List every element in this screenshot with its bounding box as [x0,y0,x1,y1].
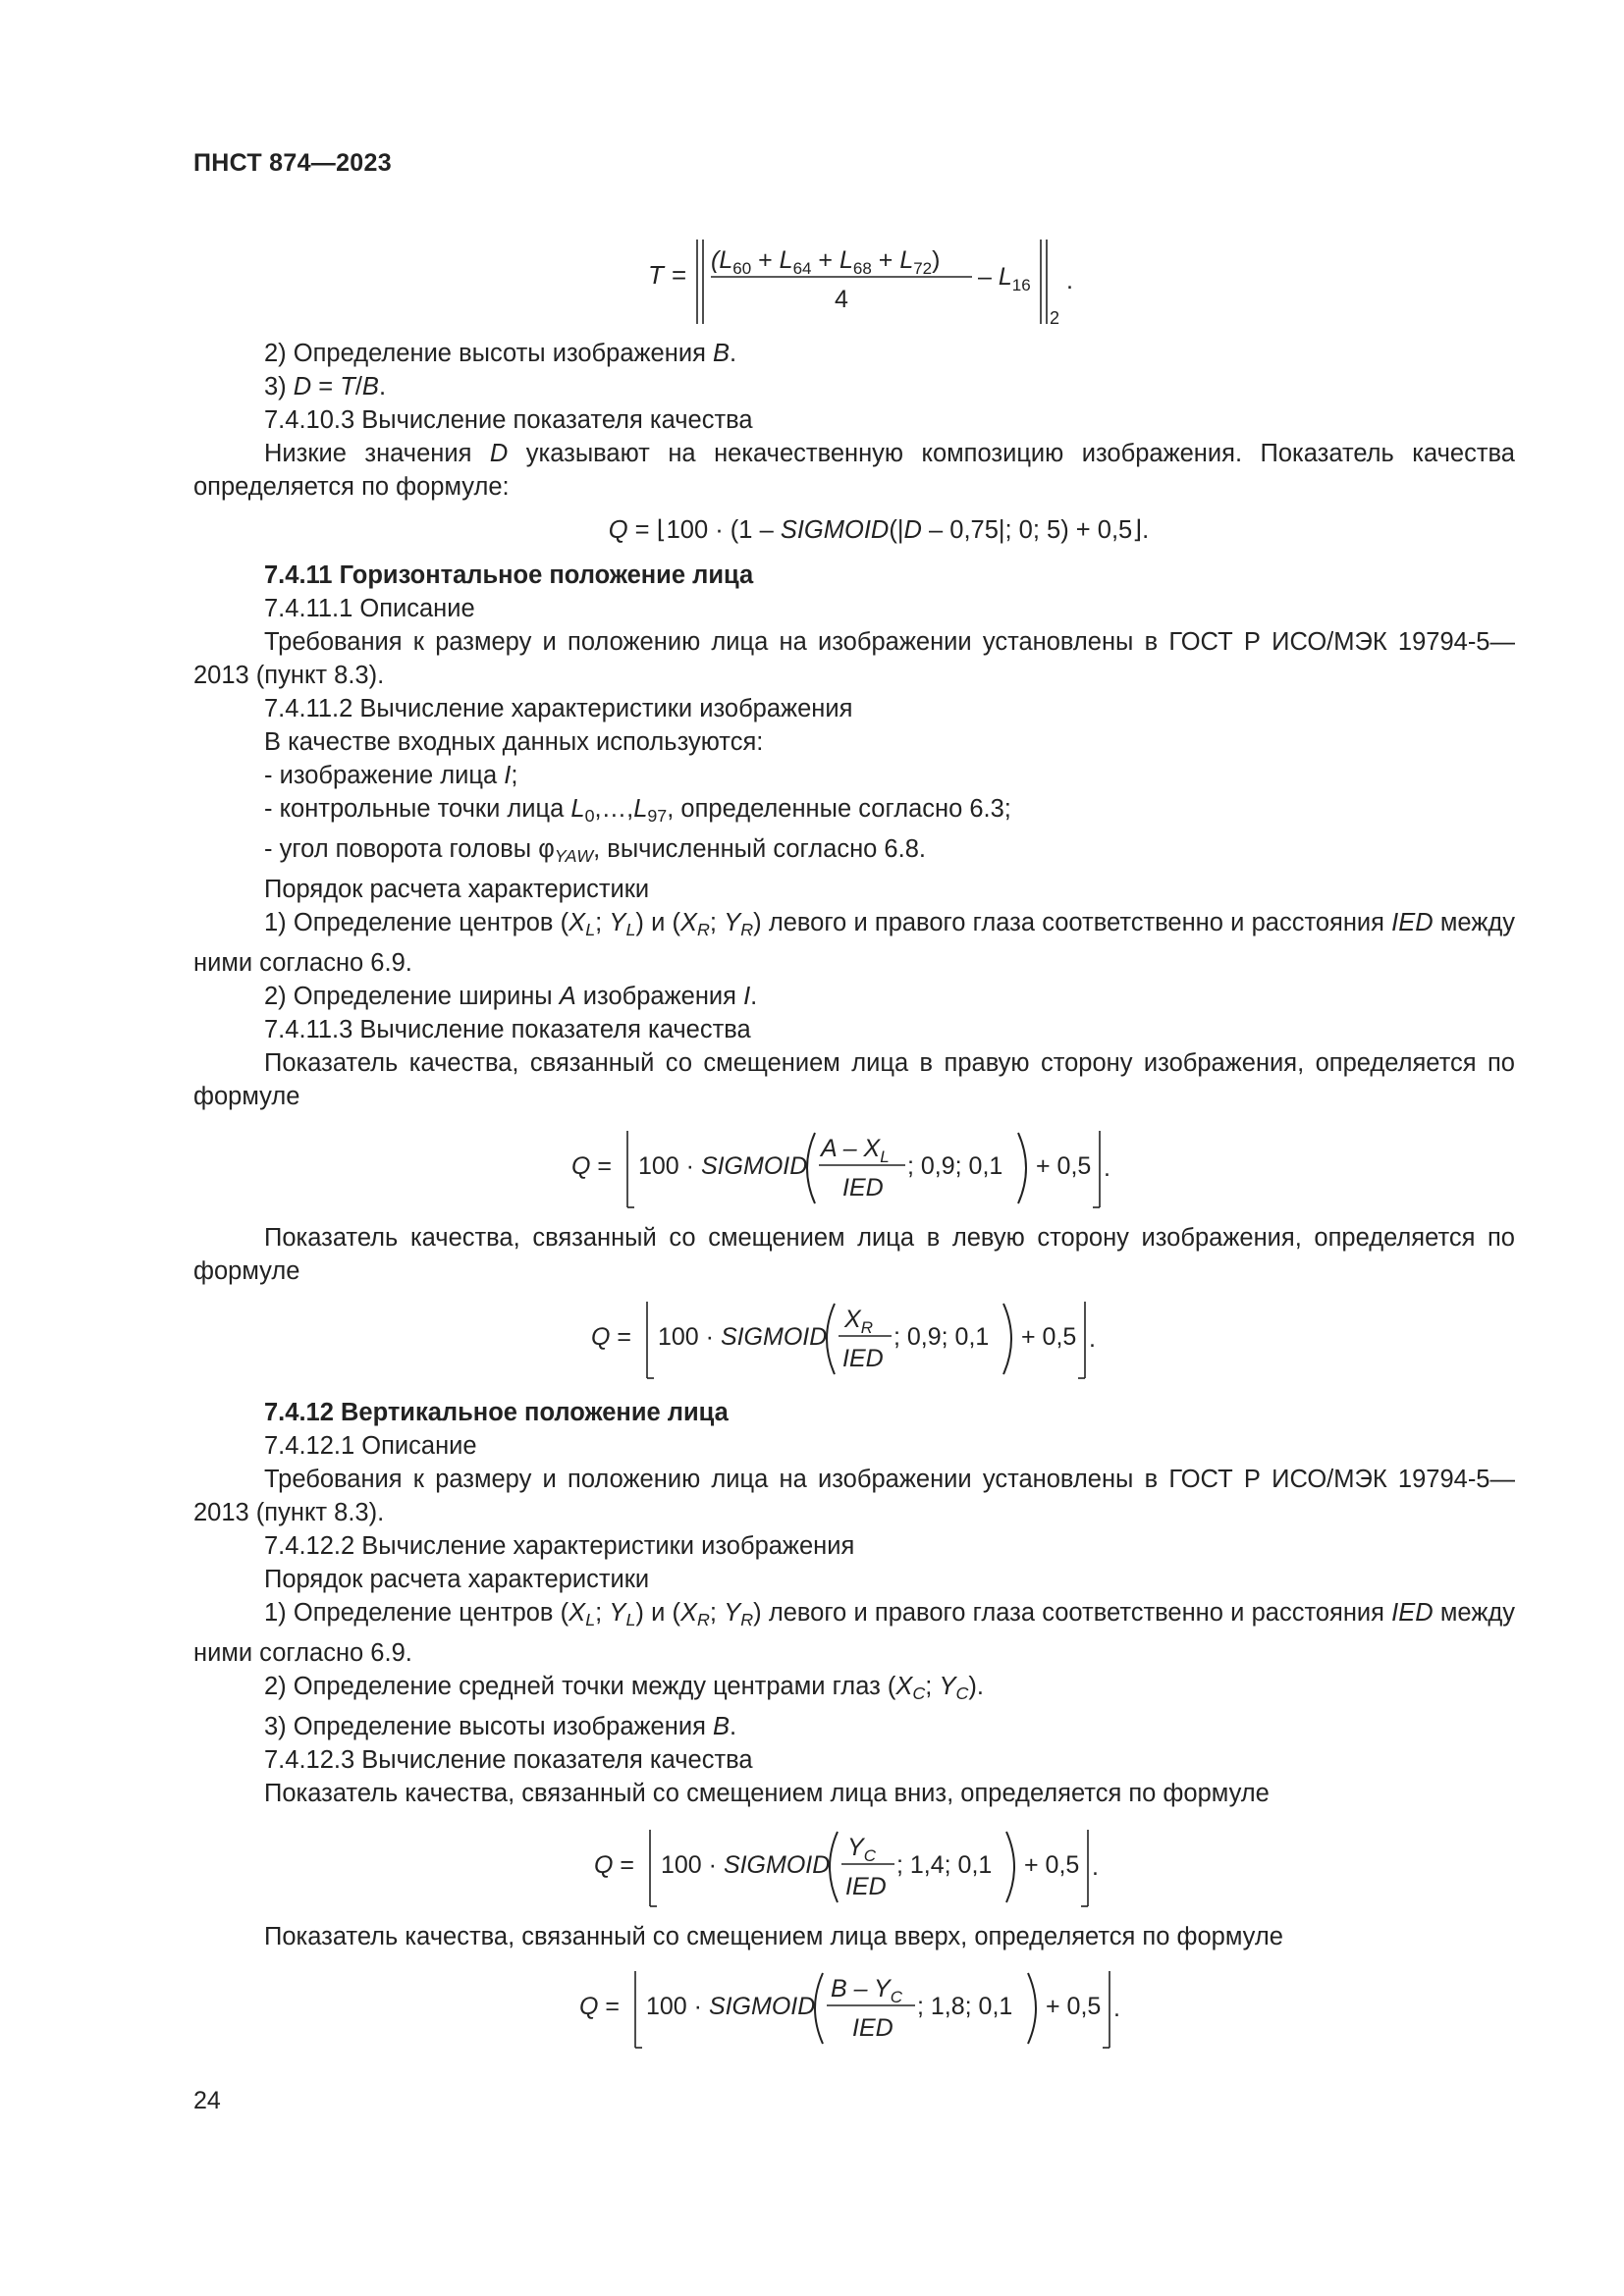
s10-item2: 2) Определение высоты изображения B. [264,340,737,367]
svg-text:IED: IED [842,1174,884,1201]
svg-text:IED: IED [845,1873,887,1900]
svg-text:100 · SIGMOID: 100 · SIGMOID [646,1993,816,2020]
svg-text:; 1,8; 0,1: ; 1,8; 0,1 [917,1993,1013,2020]
svg-text:Q =: Q = [571,1152,612,1180]
svg-text:.: . [1092,1853,1099,1881]
s12-order: Порядок расчета характеристики [264,1566,650,1593]
document-body [193,337,1515,2063]
svg-text:100 · SIGMOID: 100 · SIGMOID [658,1323,828,1351]
svg-text:IED: IED [842,1345,884,1372]
svg-text:B – YC: B – $Y_C$ [831,1975,902,2006]
s11-step2: 2) Определение ширины A изображения I. [264,983,758,1010]
svg-text:XR: $X_R$ [844,1306,873,1337]
s11-text1: Требования к размеру и положению лица на изображении установлены в ГОСТ Р ИСО/МЭК 19794-5—2013 (пункт 8.3). [193,628,1515,689]
s10-item3: 3) D = T/B. [264,373,387,400]
formula-T-lhs: T [648,260,664,290]
svg-text:.: . [1113,1995,1120,2022]
s12-step1: 1) Определение центров ($X_L$; $Y_L$) и ($X_R$; $Y_R$) левого и правого глаза соответственно и расстояния IED между ними согласно 6.9. [193,1599,1516,1667]
s12-text1: Требования к размеру и положению лица на изображении установлены в ГОСТ Р ИСО/МЭК 19794-5—2013 (пункт 8.3). [193,1466,1515,1526]
s12-text-down: Показатель качества, связанный со смещением лица вниз, определяется по формуле [264,1780,1270,1807]
page-number: 24 [193,2087,221,2114]
s11-title: 7.4.11 Горизонтальное положение лица [264,561,754,589]
s10-text1: Низкие значения D указывают на некачественную композицию изображения. Показатель качества определяется по формуле: [193,440,1515,501]
s11-input2: - контрольные точки лица $L_0,\dots,L_{97}$, определенные согласно 6.3; [264,795,1011,826]
svg-text:.: . [1066,267,1073,294]
s12-step2: 2) Определение средней точки между центрами глаз ($X_C$; $Y_C$). [264,1673,984,1703]
s11-formula-left [193,1288,1515,1396]
svg-text:Q =: Q = [594,1851,634,1879]
s11-text-right: Показатель качества, связанный со смещением лица в правую сторону изображения, определяется по формуле [193,1049,1515,1110]
svg-text:.: . [1089,1325,1096,1353]
svg-text:+ 0,5: + 0,5 [1024,1851,1080,1879]
s11-sub2: 7.4.11.2 Вычисление характеристики изображения [264,695,853,722]
formula-T [628,234,1080,332]
svg-text:+ 0,5: + 0,5 [1036,1152,1092,1180]
s12-formula-down [193,1810,1515,1920]
svg-text:+ 0,5: + 0,5 [1046,1993,1102,2020]
s11-step1: 1) Определение центров ($X_L$; $Y_L$) и ($X_R$; $Y_R$) левого и правого глаза соответственно и расстояния IED между ними согласно 6.9. [193,909,1516,977]
svg-text:100 · SIGMOID: 100 · SIGMOID [661,1851,831,1879]
s12-title: 7.4.12 Вертикальное положение лица [264,1399,729,1426]
s11-sub3: 7.4.11.3 Вычисление показателя качества [264,1016,751,1043]
s10-formula: Q = ⌊100 · (1 – SIGMOID(|D – 0,75|; 0; 5) + 0,5⌋. [608,516,1150,544]
s11-input1: - изображение лица I; [264,762,518,789]
s12-formula-up [193,1953,1515,2063]
s11-formula-right [193,1113,1515,1221]
s12-sub2: 7.4.12.2 Вычисление характеристики изображения [264,1532,855,1560]
s12-step3: 3) Определение высоты изображения B. [264,1713,737,1740]
svg-text:=: = [672,260,687,290]
svg-text:IED: IED [852,2014,893,2042]
svg-text:+ 0,5: + 0,5 [1021,1323,1077,1351]
s11-text-left: Показатель качества, связанный со смещением лица в левую сторону изображения, определяется по формуле [193,1224,1515,1285]
svg-text:; 1,4; 0,1: ; 1,4; 0,1 [896,1851,993,1879]
s11-sub1: 7.4.11.1 Описание [264,595,475,622]
svg-text:YC: $Y_C$ [847,1834,876,1865]
s12-sub3: 7.4.12.3 Вычисление показателя качества [264,1746,753,1774]
s11-input3: - угол поворота головы $\varphi_{YAW}$, вычисленный согласно 6.8. [264,835,926,866]
svg-text:A – XL: A – $X_L$ [821,1135,890,1166]
svg-text:(L60 + L64 + L68 + L72): $(L_{60} + L_{64} + L_{68} + L_{72})$ [711,246,941,278]
formula-T-norm-sub: 2 [1050,308,1060,328]
svg-text:100 · SIGMOID: 100 · SIGMOID [638,1152,808,1180]
s12-sub1: 7.4.12.1 Описание [264,1432,477,1460]
svg-text:Q =: Q = [579,1993,620,2020]
s11-order: Порядок расчета характеристики [264,876,650,903]
document-header: ПНСТ 874—2023 [193,149,392,177]
formula-T-denominator: 4 [835,286,848,313]
svg-text:; 0,9; 0,1: ; 0,9; 0,1 [893,1323,990,1351]
svg-text:.: . [1104,1154,1110,1182]
svg-text:Q =: Q = [591,1323,631,1351]
svg-text:– L16: – $L_{16}$ [978,263,1031,294]
s11-inputs-intro: В качестве входных данных используются: [264,728,764,756]
s12-text-up: Показатель качества, связанный со смещением лица вверх, определяется по формуле [264,1923,1283,1950]
svg-text:; 0,9; 0,1: ; 0,9; 0,1 [907,1152,1003,1180]
s10-sub3-title: 7.4.10.3 Вычисление показателя качества [264,406,753,434]
